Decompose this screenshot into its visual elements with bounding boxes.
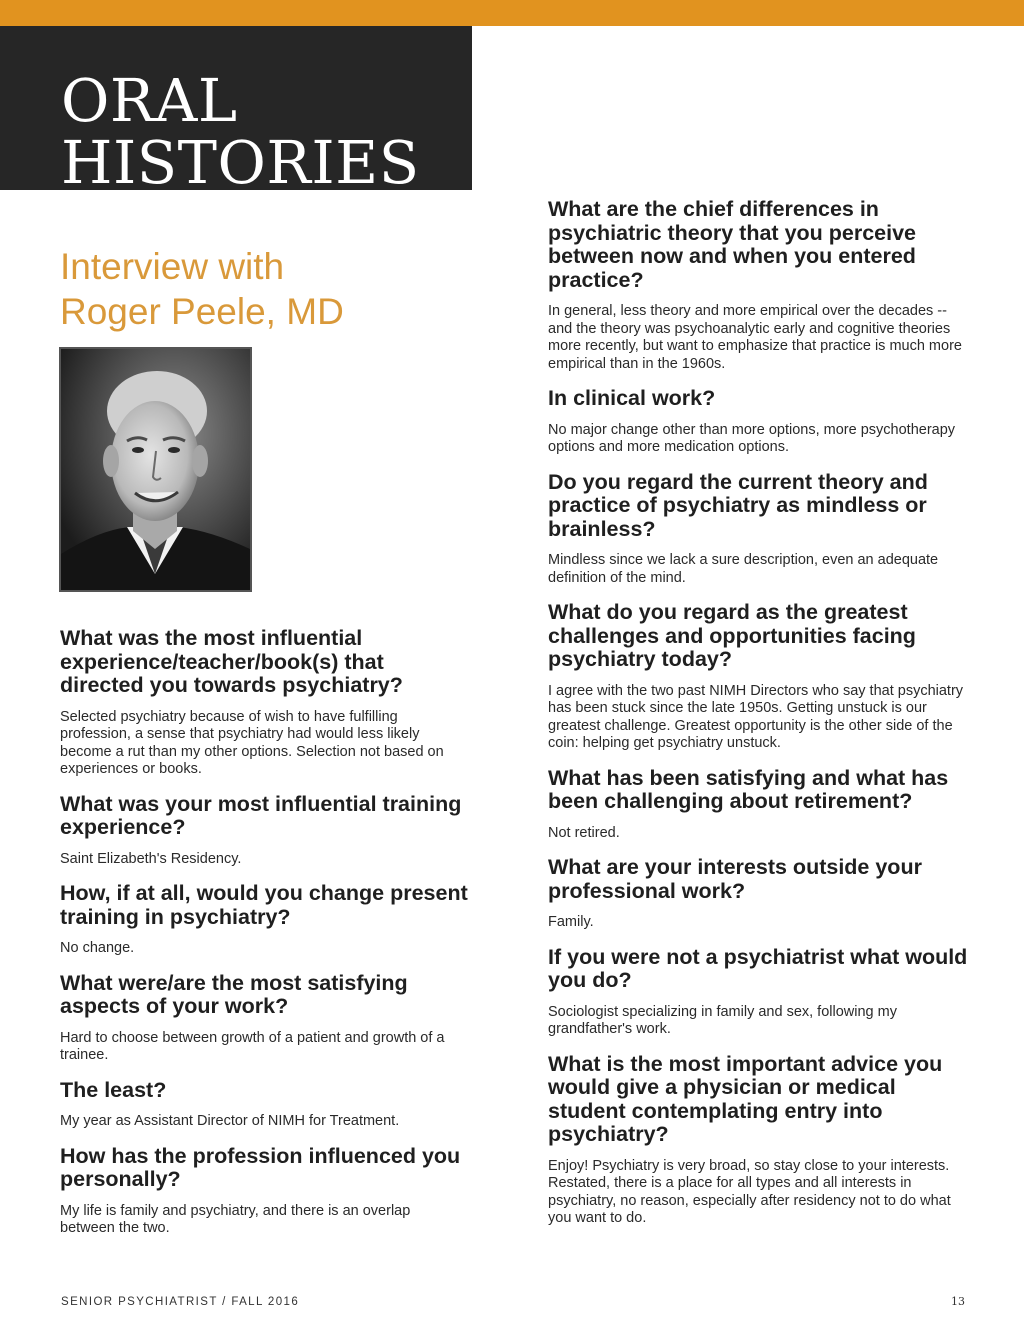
question: What are the chief differences in psychiatric theory that you perceive between now and when you entered practice? (548, 197, 917, 292)
answer: Enjoy! Psychiatry is very broad, so stay close to your interests. Restated, there is a place for all types and all interests in psychiatry, no reason, especially after residency not to do what you want to do. (548, 1157, 951, 1226)
answer: No major change other than more options, more psychotherapy options and more medication options. (548, 421, 956, 455)
subtitle-line2: Roger Peele, MD (60, 291, 344, 332)
question: What is the most important advice you would give a physician or medical student contemplating entry into psychiatry? (548, 1051, 943, 1146)
top-accent-bar (0, 0, 1024, 26)
question: What were/are the most satisfying aspects of your work? (60, 970, 408, 1018)
qa-item (548, 601, 968, 753)
question: What was the most influential experience/teacher/book(s) that directed you towards psychiatry? (60, 626, 403, 697)
interview-subtitle (60, 244, 460, 334)
answer: Saint Elizabeth's Residency. (60, 850, 242, 867)
question: In clinical work? (548, 386, 716, 410)
qa-item (548, 946, 968, 1039)
qa-item (548, 856, 968, 932)
qa-item (548, 1053, 968, 1228)
qa-item (548, 198, 968, 373)
qa-item (60, 793, 468, 869)
section-title (61, 66, 420, 197)
answer: Selected psychiatry because of wish to have fulfilling profession, a sense that psychiatry had would less likely become a rut than my other options. Selection not based on experiences or books. (60, 708, 444, 777)
question: Do you regard the current theory and practice of psychiatry as mindless or brainless? (548, 469, 928, 541)
answer: Family. (548, 914, 594, 930)
answer: Hard to choose between growth of a patient and growth of a trainee. (60, 1029, 445, 1063)
qa-item (60, 1079, 468, 1131)
answer: In general, less theory and more empirical over the decades -- and the theory was psychoanalytic early and cognitive theories more recently, but want to emphasize that practice is much more empirical than in the 1960s. (548, 303, 962, 372)
qa-item (548, 471, 968, 588)
question: The least? (60, 1077, 167, 1102)
answer: Sociologist specializing in family and sex, following my grandfather's work. (548, 1003, 897, 1037)
section-title-line2: HISTORIES (61, 128, 420, 197)
answer: My life is family and psychiatry, and there is an overlap between the two. (60, 1202, 411, 1236)
qa-item (60, 627, 468, 779)
question: What do you regard as the greatest challenges and opportunities facing psychiatry today? (548, 600, 916, 671)
publication-footer: SENIOR PSYCHIATRIST / FALL 2016 (61, 1296, 300, 1308)
qa-item (60, 1145, 468, 1238)
portrait-photo (59, 347, 252, 592)
answer: My year as Assistant Director of NIMH for Treatment. (60, 1113, 400, 1129)
page-number: 13 (951, 1295, 965, 1308)
question: What has been satisfying and what has been challenging about retirement? (548, 765, 949, 813)
qa-item (548, 767, 968, 843)
left-column (60, 627, 468, 1252)
question: How has the profession influenced you personally? (60, 1143, 461, 1191)
portrait-illustration (61, 349, 250, 590)
qa-item (60, 972, 468, 1065)
question: How, if at all, would you change present training in psychiatry? (60, 881, 468, 929)
subtitle-line1: Interview with (60, 246, 285, 287)
right-column (548, 198, 968, 1242)
answer: No change. (60, 940, 135, 956)
section-title-line1: ORAL (61, 66, 238, 135)
section-banner (0, 26, 472, 197)
qa-item (60, 882, 468, 958)
answer: I agree with the two past NIMH Directors who say that psychiatry has been stuck since the late 1950s. Getting unstuck is our greatest challenge. Greatest opportunity is the other side of the coin: helping get psychiatry unstuck. (548, 682, 964, 751)
qa-item (548, 387, 968, 457)
question: What are your interests outside your professional work? (548, 855, 922, 903)
question: If you were not a psychiatrist what would you do? (548, 944, 968, 992)
question: What was your most influential training experience? (60, 791, 462, 839)
answer: Not retired. (548, 824, 620, 841)
answer: Mindless since we lack a sure description, even an adequate definition of the mind. (548, 552, 939, 586)
